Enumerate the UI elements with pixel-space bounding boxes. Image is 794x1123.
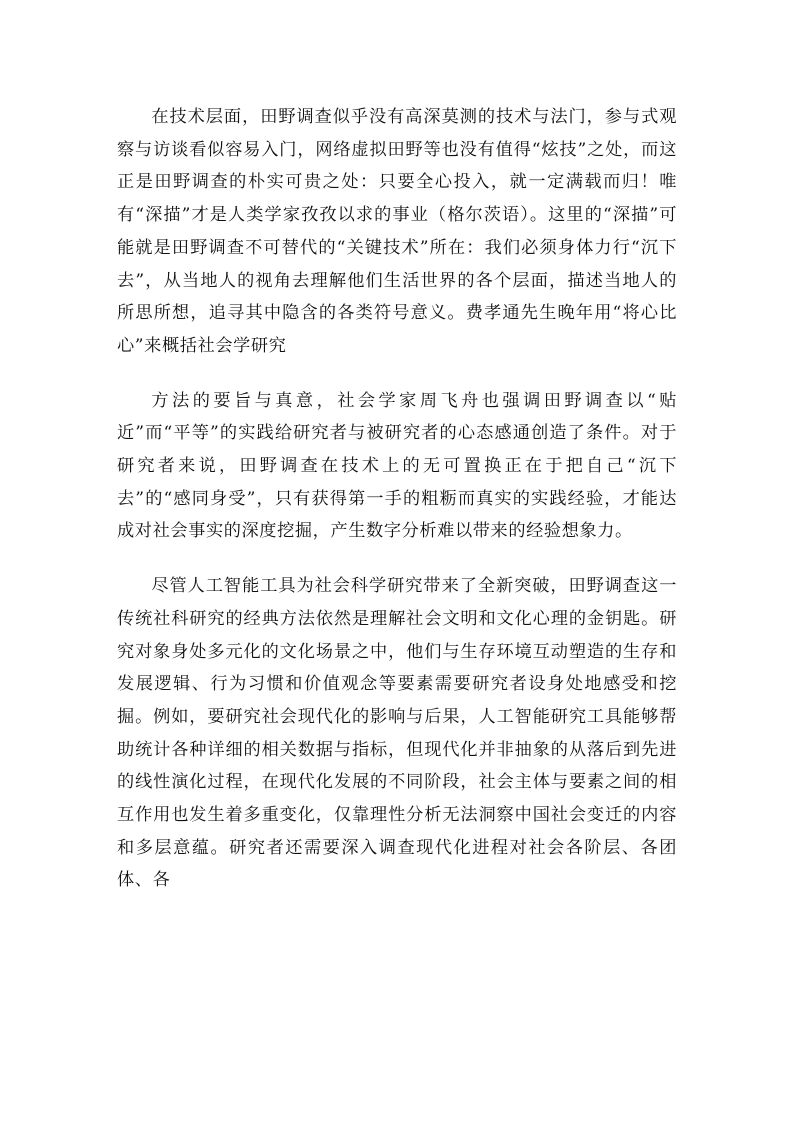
paragraph-technical-level: 在技术层面，田野调查似乎没有高深莫测的技术与法门，参与式观察与访谈看似容易入门，网络虚拟田野等也没有值得“炫技”之处，而这正是田野调查的朴实可贵之处：只要全心投入，就一定满载而归！唯有“深描”才是人类学家孜孜以求的事业（格尔茨语）。这里的“深描”可能就是田野调查不可替代的“关键技术”所在：我们必须身体力行“沉下去”，从当地人的视角去理解他们生活世界的各个层面，描述当地人的所思所想，追寻其中隐含的各类符号意义。费孝通先生晚年用“将心比心”来概括社会学研究 bbox=[117, 107, 677, 356]
paragraph-method-essence: 方法的要旨与真意，社会学家周飞舟也强调田野调查以“贴近”而“平等”的实践给研究者与被研究者的心态感通创造了条件。对于研究者来说，田野调查在技术上的无可置换正在于把自己“沉下去”的“感同身受”，只有获得第一手的粗粝而真实的实践经验，才能达成对社会事实的深度挖掘，产生数字分析难以带来的经验想象力。 bbox=[117, 390, 677, 542]
paragraph-ai-tools: 尽管人工智能工具为社会科学研究带来了全新突破，田野调查这一传统社科研究的经典方法依然是理解社会文明和文化心理的金钥匙。研究对象身处多元化的文化场景之中，他们与生存环境互动塑造的生存和发展逻辑、行为习惯和价值观念等要素需要研究者设身处地感受和挖掘。例如，要研究社会现代化的影响与后果，人工智能研究工具能够帮助统计各种详细的相关数据与指标，但现代化并非抽象的从落后到先进的线性演化过程，在现代化发展的不同阶段，社会主体与要素之间的相互作用也发生着多重变化，仅靠理性分析无法洞察中国社会变迁的内容和多层意蕴。研究者还需要深入调查现代化进程对社会各阶层、各团体、各 bbox=[117, 576, 677, 891]
document-body bbox=[117, 101, 677, 897]
